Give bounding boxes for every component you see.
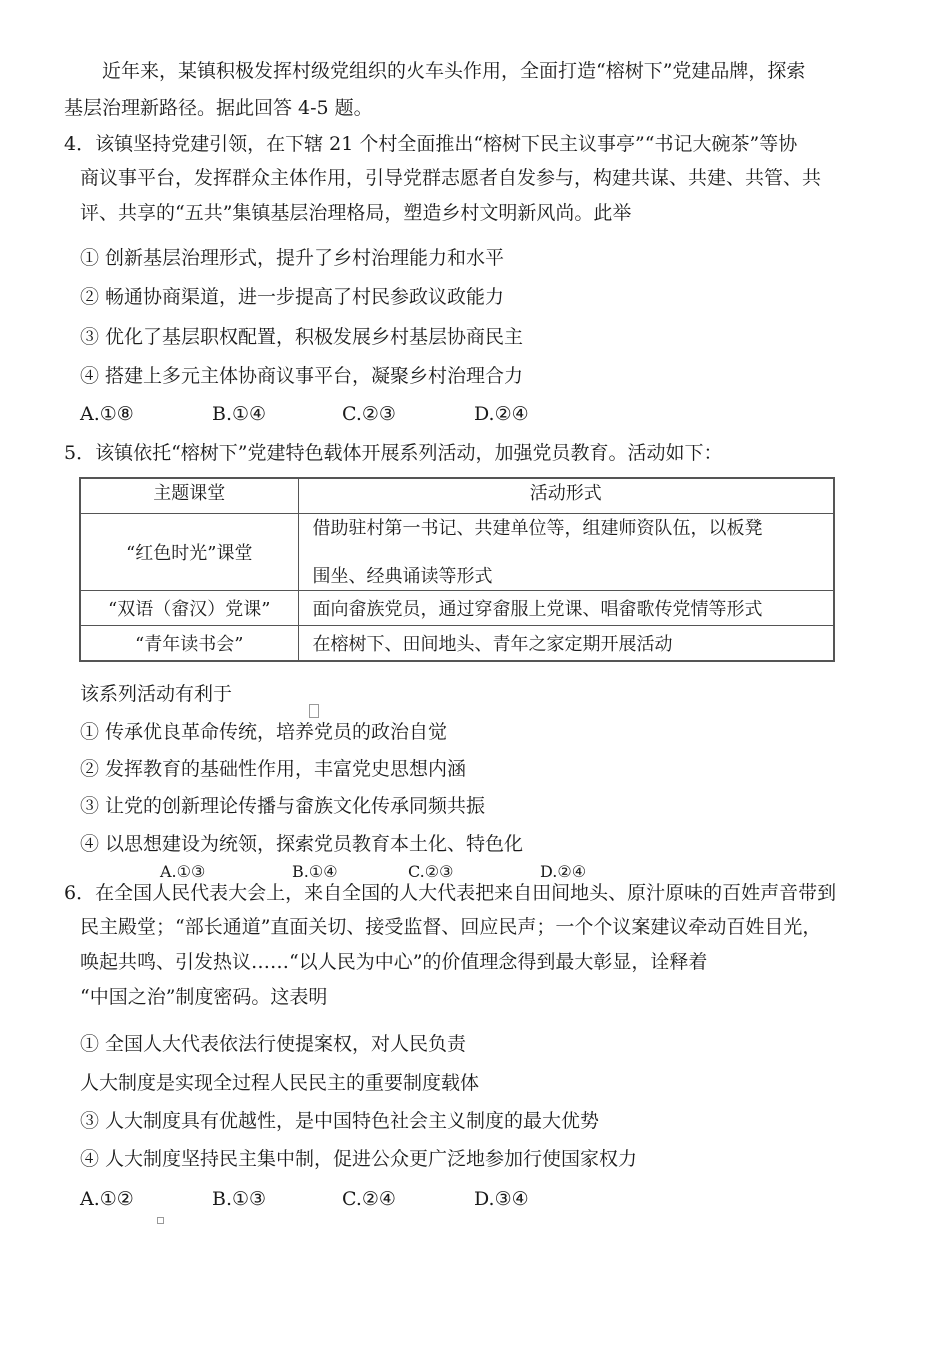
q5-option-2: ② 发挥教育的基础性作用，丰富党史思想内涵 — [80, 758, 467, 780]
q5-option-1: ① 传承优良革命传统，培养党员的政治自觉 — [80, 721, 448, 743]
table-header-form: 活动形式 — [298, 478, 834, 514]
q4-stem-line-3: 评、共享的“五共”集镇基层治理格局，塑造乡村文明新风尚。此举 — [80, 202, 632, 224]
q6-option-3: ③ 人大制度具有优越性，是中国特色社会主义制度的最大优势 — [80, 1110, 600, 1132]
q6-stem-line-3: 唤起共鸣、引发热议……“以人民为中心”的价值理念得到最大彰显，诠释着 — [80, 951, 708, 973]
table-header-topic: 主题课堂 — [80, 478, 298, 514]
q5-option-3: ③ 让党的创新理论传播与畲族文化传承同频共振 — [80, 795, 486, 817]
table-cell-form: 在榕树下、田间地头、青年之家定期开展活动 — [298, 626, 834, 662]
q4-stem-line-2: 商议事平台，发挥群众主体作用，引导党群志愿者自发参与，构建共谋、共建、共管、共 — [80, 167, 822, 189]
intro-line-2: 基层治理新路径。据此回答 4-5 题。 — [64, 97, 373, 119]
table-row — [80, 626, 834, 662]
q4-choice-b: B.①④ — [212, 403, 267, 425]
q5-choice-b: B.①④ — [292, 862, 338, 881]
table-cell-topic: “青年读书会” — [80, 626, 298, 662]
q5-choice-c: C.②③ — [408, 862, 454, 881]
q4-choice-d: D.②④ — [474, 403, 529, 425]
table-cell-form: 面向畲族党员，通过穿畲服上党课、唱畲歌传党情等形式 — [298, 591, 834, 626]
placeholder-box-icon — [309, 704, 319, 718]
placeholder-box-icon — [157, 1217, 164, 1224]
q5-option-4: ④ 以思想建设为统领，探索党员教育本土化、特色化 — [80, 833, 524, 855]
q5-stem: 5．该镇依托“榕树下”党建特色载体开展系列活动，加强党员教育。活动如下： — [64, 442, 723, 464]
q6-choice-b: B.①③ — [212, 1188, 267, 1210]
table-header-row — [80, 478, 834, 514]
intro-line-1: 近年来，某镇积极发挥村级党组织的火车头作用，全面打造“榕树下”党建品牌，探索 — [102, 60, 806, 82]
table-cell-form-line-2: 围坐、经典诵读等形式 — [312, 566, 493, 587]
q6-choice-c: C.②④ — [342, 1188, 396, 1210]
q6-stem-line-1: 6．在全国人民代表大会上，来自全国的人大代表把来自田间地头、原汁原味的百姓声音带到 — [64, 882, 837, 904]
table-row — [80, 514, 834, 591]
q4-option-4: ④ 搭建上多元主体协商议事平台，凝聚乡村治理合力 — [80, 365, 524, 387]
q6-stem-line-4: “中国之治”制度密码。这表明 — [80, 986, 328, 1008]
q4-option-1: ① 创新基层治理形式，提升了乡村治理能力和水平 — [80, 247, 505, 269]
activity-table — [79, 477, 835, 662]
q4-stem-line-1: 4．该镇坚持党建引领，在下辖 21 个村全面推出“榕树下民主议事亭”“书记大碗茶”等协 — [64, 133, 798, 155]
q4-option-3: ③ 优化了基层职权配置，积极发展乡村基层协商民主 — [80, 326, 524, 348]
q6-stem-line-2: 民主殿堂；“部长通道”直面关切、接受监督、回应民声；一个个议案建议牵动百姓目光， — [80, 916, 822, 938]
table-cell-topic: “双语（畲汉）党课” — [80, 591, 298, 626]
table-row — [80, 591, 834, 626]
q6-option-4: ④ 人大制度坚持民主集中制，促进公众更广泛地参加行使国家权力 — [80, 1148, 638, 1170]
q4-choice-c: C.②③ — [342, 403, 396, 425]
q6-option-2: 人大制度是实现全过程人民民主的重要制度载体 — [80, 1072, 480, 1094]
table-cell-form — [298, 514, 834, 591]
q5-lead: 该系列活动有利于 — [80, 683, 233, 705]
q6-choice-d: D.③④ — [474, 1188, 529, 1210]
q4-choice-a: A.①⑧ — [80, 403, 134, 425]
table-cell-topic: “红色时光”课堂 — [80, 514, 298, 591]
table-cell-form-line-1: 借助驻村第一书记、共建单位等，组建师资队伍，以板凳 — [312, 518, 763, 539]
q6-option-1: ① 全国人大代表依法行使提案权，对人民负责 — [80, 1033, 467, 1055]
q6-choice-a: A.①② — [80, 1188, 134, 1210]
q5-choice-d: D.②④ — [540, 862, 587, 881]
q4-option-2: ② 畅通协商渠道，进一步提高了村民参政议政能力 — [80, 286, 505, 308]
q5-choice-a: A.①③ — [160, 862, 206, 881]
